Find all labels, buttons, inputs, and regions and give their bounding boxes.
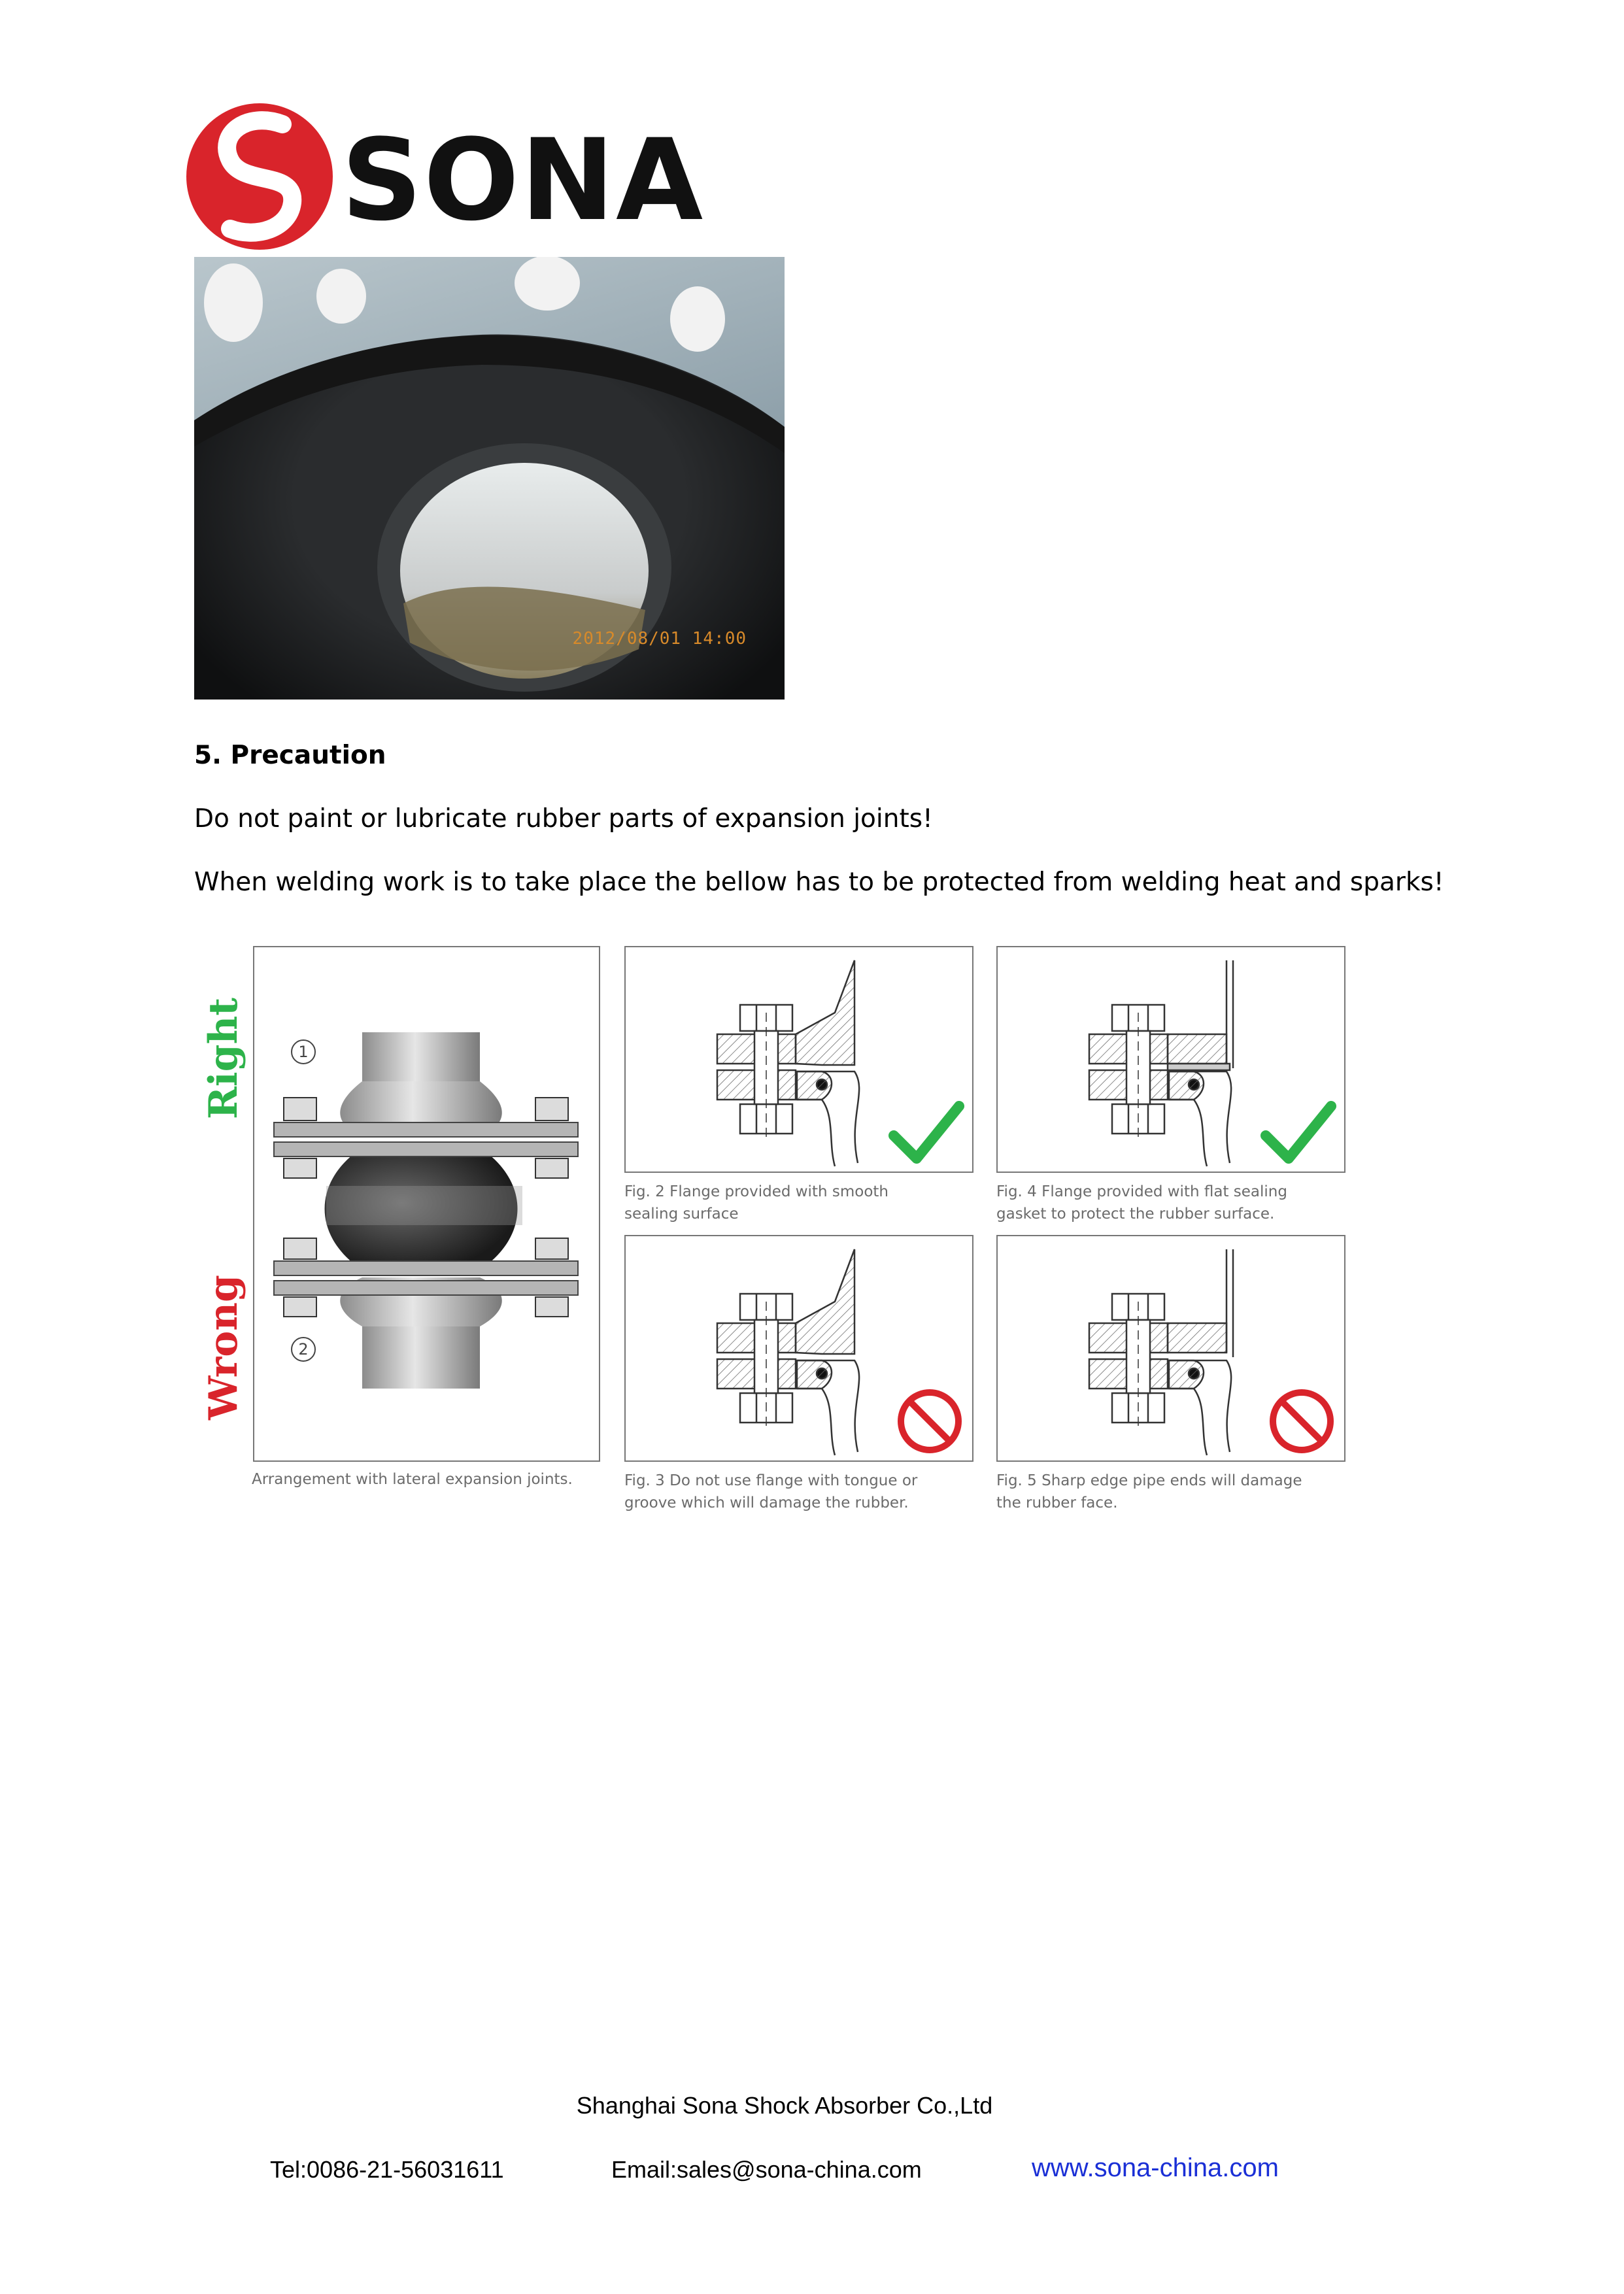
- fig2-caption: [624, 1181, 888, 1225]
- logo-s-mark-icon: [184, 98, 341, 255]
- fig3-caption: [624, 1470, 917, 1514]
- fig5-caption: [996, 1470, 1302, 1514]
- fig4-caption: [996, 1181, 1287, 1225]
- fig5-panel: [996, 1235, 1345, 1462]
- footer-tel: Tel:0086-21-56031611: [270, 2156, 504, 2183]
- section-heading: 5. Precaution: [194, 741, 386, 770]
- fig2-caption-line2: sealing surface: [624, 1206, 739, 1223]
- label-right: Right: [201, 998, 246, 1119]
- prohibited-icon: [890, 1385, 969, 1457]
- fig4-panel: [996, 946, 1345, 1173]
- company-logo: [184, 98, 705, 255]
- fig3-panel: [624, 1235, 973, 1462]
- fig4-caption-line2: gasket to protect the rubber surface.: [996, 1206, 1275, 1223]
- check-icon: [1259, 1096, 1338, 1168]
- fig2-caption-line1: Fig. 2 Flange provided with smooth: [624, 1183, 888, 1200]
- damaged-joint-photo: [194, 257, 785, 700]
- marker-1-label: 1: [298, 1043, 309, 1061]
- marker-2-label: 2: [298, 1340, 309, 1358]
- footer-website-link[interactable]: www.sona-china.com: [1032, 2153, 1279, 2182]
- photo-timestamp: 2012/08/01 14:00: [572, 629, 747, 649]
- paragraph-welding-warning: When welding work is to take place the bellow has to be protected from welding heat and sparks!: [194, 868, 1444, 897]
- arrangement-caption: Arrangement with lateral expansion joints.: [252, 1471, 573, 1488]
- fig4-caption-line1: Fig. 4 Flange provided with flat sealing: [996, 1183, 1287, 1200]
- expansion-joint-diagram: [254, 947, 599, 1460]
- footer-company: Shanghai Sona Shock Absorber Co.,Ltd: [576, 2092, 993, 2119]
- paragraph-paint-warning: Do not paint or lubricate rubber parts of expansion joints!: [194, 804, 933, 834]
- fig5-caption-line1: Fig. 5 Sharp edge pipe ends will damage: [996, 1472, 1302, 1489]
- fig5-caption-line2: the rubber face.: [996, 1494, 1118, 1511]
- logo-wordmark: SONA: [341, 114, 705, 246]
- prohibited-icon: [1262, 1385, 1341, 1457]
- footer-email[interactable]: Email:sales@sona-china.com: [611, 2156, 922, 2183]
- fig2-panel: [624, 946, 973, 1173]
- fig3-caption-line1: Fig. 3 Do not use flange with tongue or: [624, 1472, 918, 1489]
- arrangement-panel: [253, 946, 600, 1462]
- fig3-caption-line2: groove which will damage the rubber.: [624, 1494, 909, 1511]
- check-icon: [887, 1096, 966, 1168]
- label-wrong: Wrong: [201, 1275, 246, 1420]
